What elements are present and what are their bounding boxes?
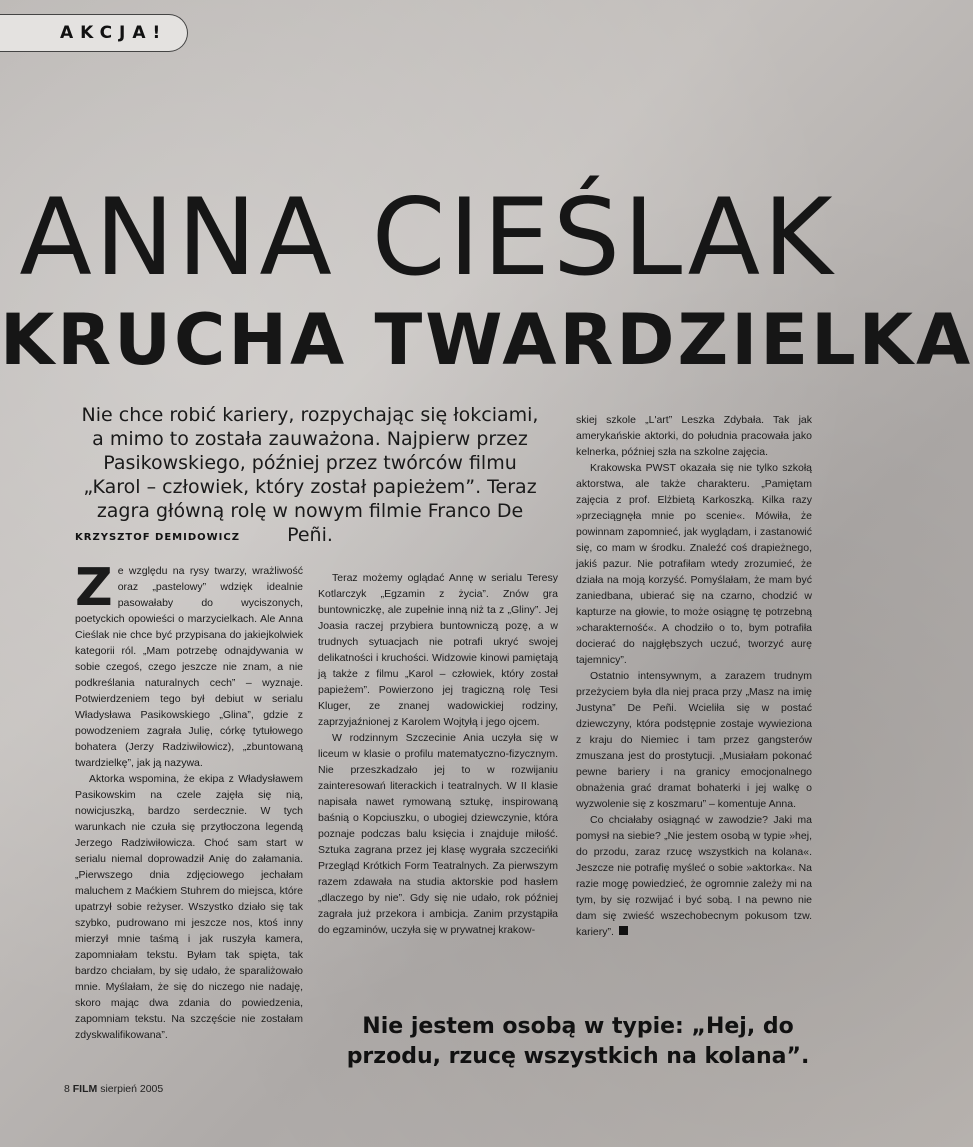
article-subtitle: KRUCHA TWARDZIELKA [0,299,973,381]
lead-paragraph: Nie chce robić kariery, rozpychając się łokciami, a mimo to została zauważona. Najpierw przez Pasikowskiego, później przez twórców filmu „Karol – człowiek, który został papieżem”. Teraz zagra główną rolę w nowym filmie Franco De Peñi. [81,404,539,546]
magazine-name: FILM [72,1083,98,1095]
article-title: ANNA CIEŚLAK [19,176,836,299]
column-2-paragraph-2: W rodzinnym Szczecinie Ania uczyła się w liceum w klasie o profilu matematyczno-fizycznym. Nie przeszkadzało jej to w rozwijaniu zainteresowań literackich i teatralnych. W II klasie napisała nawet rymowaną sztukę, inspirowaną baśnią o Kopciuszku, o ubogiej dziewczynie, która poznaje podczas balu księcia i znajduje miłość. Sztuka zagrana przez jej klasę wygrała szczecińki Przegląd Krótkich Form Teatralnych. Za pierwszym razem zdawała na studia aktorskie pod hasłem „dlaczego by nie”. Gdy się nie udało, rok później zagrała już przekora i ambicja. Zanim przystąpiła do egzaminów, uczyła się w prywatnej krakow- [318,732,558,936]
article-column-3 [576,412,812,940]
pull-quote: Nie jestem osobą w typie: „Hej, do przodu, rzucę wszystkich na kolana”. [346,1014,810,1069]
column-2-paragraph-1: Teraz możemy oglądać Annę w serialu Teresy Kotlarczyk „Egzamin z życia”. Znów gra buntowniczkę, ale zupełnie inną niż ta z „Gliny”. Jej Joasia raczej przybiera buntowniczą pozę, a w trudnych sytuacjach nie potrafi ukryć swojej delikatności i kruchości. Widzowie kinowi pamiętają ją także z filmu „Karol – człowiek, który został papieżem”. Powierzono jej tragiczną rolę Tesi Kluger, ze znanej wadowickiej rodziny, zaprzyjaźnionej z Karolem Wojtyłą i jego ojcem. [318,572,558,728]
page-footer [64,1083,163,1095]
article-column-2 [318,570,558,938]
page-number: 8 [64,1083,70,1095]
column-3-paragraph-4: Co chciałaby osiągnąć w zawodzie? Jaki ma pomysł na siebie? „Nie jestem osobą w typie »hej, do przodu, zaraz rzucę wszystkich na kolana«. Jeszcze nie potrafię myśleć o sobie »aktorka«. Na razie mogę powiedzieć, że ogromnie zależy mi na tym, by się rozwijać i być sobą. I na pewno nie dam się zwieść wszechobecnym pokusom tzw. kariery”. [576,814,812,938]
end-mark-icon [619,926,628,935]
column-1-paragraph-2: Aktorka wspomina, że ekipa z Władysławem Pasikowskim na czele zajęła się nią, nowicjuszką, bardzo serdecznie. W tych warunkach nie czuła się przytłoczona legendą Jerzego Radziwiłowicza. Choć sam start w serialu niemal doprowadził Anię do załamania. „Pierwszego dnia zdjęciowego jechałam maluchem z Maćkiem Stuhrem do miejsca, które upatrzył sobie reżyser. Wszystko działo się tak szybko, pudrowano mi jeszcze nos, ktoś inny mierzył mnie taśmą i jak ruszyła kamera, zapomniałam tekstu. Byłam tak spięta, tak bardzo chciałam, by się udało, że sparaliżowało mnie. Myślałam, że się do niczego nie nadaję, skoro mając dwa zdania do powiedzenia, zapomniam tekstu. Na szczęście nie zostałam zdyskwalifikowana”. [75,773,303,1041]
article-column-1 [75,558,303,1043]
column-3-paragraph-3: Ostatnio intensywnym, a zarazem trudnym przeżyciem była dla niej praca przy „Masz na imię Justyna” De Peñi. Wcieliła się w postać dziewczyny, która podstępnie zostaje wywieziona z kraju do Niemiec i tam przez gangsterów zmuszana jest do prostytucji. „Musiałam pokonać pewne bariery i na granicy emocjonalnego obnażenia grać dramat bohaterki i jej walkę o wyzwolenie się z koszmaru” – komentuje Anna. [576,670,812,810]
author-byline: KRZYSZTOF DEMIDOWICZ [75,532,240,543]
issue-date: sierpień 2005 [100,1083,164,1095]
section-tab [0,14,188,52]
drop-cap: Z [75,558,113,618]
column-3-paragraph-1: skiej szkole „L'art” Leszka Zdybała. Tak jak amerykańskie aktorki, do południa pracowała jako kelnerka, później szła na szkolne zajęcia. [576,414,812,458]
section-label: AKCJA! [60,23,168,43]
column-1-paragraph-1: Ze względu na rysy twarzy, wrażliwość oraz „pastelowy” wdzięk idealnie pasowałaby do wyciszonych, poetyckich opowieści o marzycielkach. Ale Anna Cieślak nie chce być przypisana do jakiejkolwiek kategorii ról. „Mam potrzebę odnajdywania w sobie czegoś, czego jeszcze nie znam, a nie podkreślania naturalnych cech” – wyznaje. Potwierdzeniem tego był debiut w serialu Władysława Pasikowskiego „Glina”, gdzie z powodzeniem zagrała Julię, córkę tytułowego bohatera (Jerzy Radziwiłowicz), „zbuntowaną twardzielkę”, jak ją nazywa. [75,558,303,769]
column-3-paragraph-2: Krakowska PWST okazała się nie tylko szkołą aktorstwa, ale także charakteru. „Pamiętam zajęcia z prof. Elżbietą Karkoszką. Kilka razy »przeciągnęła mnie po scenie«. Mówiła, że powinnam zapomnieć, jak wyglądam, i zastanowić się, co mam w środku. Znaleźć coś drapieżnego, jakiś pazur. Nie potrafiłam wtedy zrozumieć, że działa na moją korzyść. Pomyślałam, że mam być zaniedbana, ubierać się na czarno, chodzić w kapturze na głowie, to może osiągnę tę potrzebną »charakterność«. A chodziło o to, bym potrafiła docierać do najgłębszych uczuć, tworzyć aurę tajemnicy”. [576,462,812,666]
